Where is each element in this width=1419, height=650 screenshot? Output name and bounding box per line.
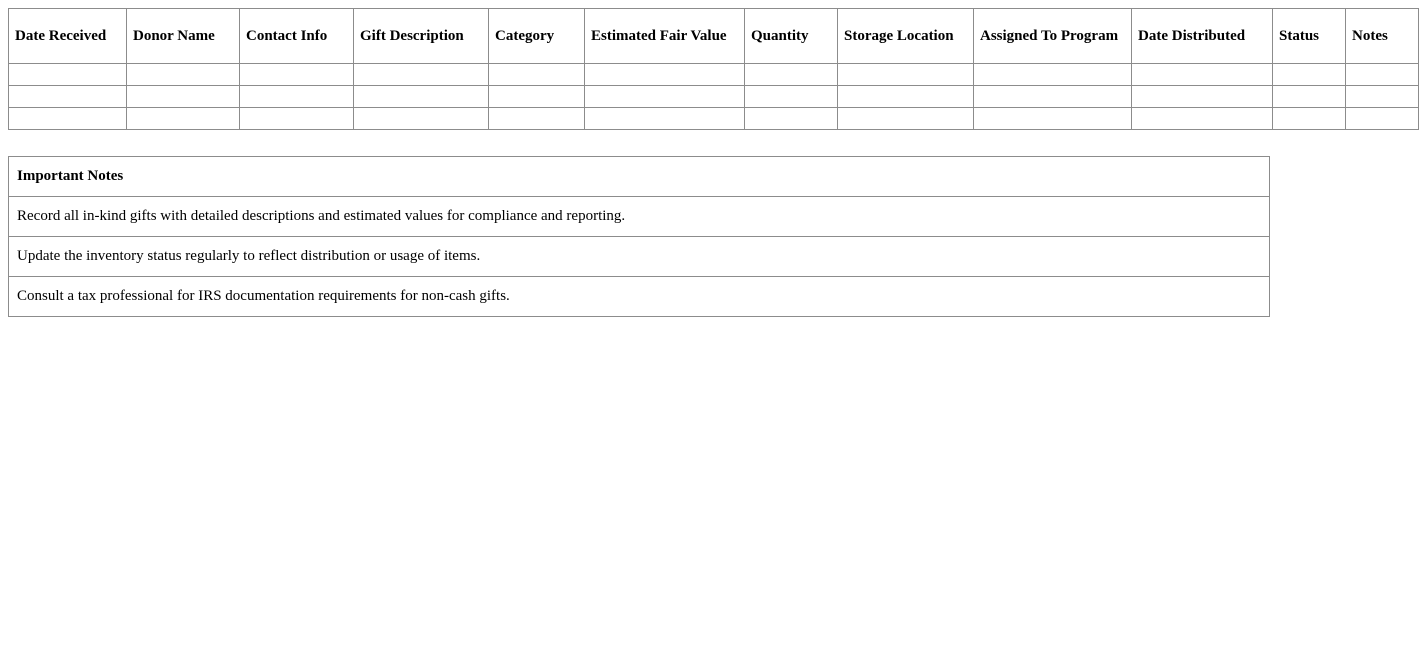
cell-date-distributed[interactable] (1132, 108, 1273, 130)
column-header-date-received: Date Received (9, 9, 127, 64)
cell-estimated-fair-value[interactable] (585, 108, 745, 130)
cell-category[interactable] (489, 86, 585, 108)
important-note-item: Update the inventory status regularly to reflect distribution or usage of items. (9, 237, 1270, 277)
column-header-category: Category (489, 9, 585, 64)
cell-category[interactable] (489, 108, 585, 130)
column-header-gift-description: Gift Description (354, 9, 489, 64)
cell-contact-info[interactable] (240, 86, 354, 108)
important-note-item: Record all in-kind gifts with detailed descriptions and estimated values for compliance and reporting. (9, 197, 1270, 237)
table-body (9, 64, 1419, 130)
important-notes-title: Important Notes (9, 157, 1270, 197)
document-page (0, 0, 1388, 317)
cell-notes[interactable] (1346, 64, 1419, 86)
table-row (9, 86, 1419, 108)
important-notes-row (9, 277, 1270, 317)
cell-donor-name[interactable] (127, 86, 240, 108)
important-note-item: Consult a tax professional for IRS documentation requirements for non-cash gifts. (9, 277, 1270, 317)
cell-gift-description[interactable] (354, 64, 489, 86)
table-header-row (9, 9, 1419, 64)
cell-donor-name[interactable] (127, 64, 240, 86)
cell-estimated-fair-value[interactable] (585, 86, 745, 108)
column-header-date-distributed: Date Distributed (1132, 9, 1273, 64)
cell-quantity[interactable] (745, 64, 838, 86)
cell-storage-location[interactable] (838, 86, 974, 108)
column-header-status: Status (1273, 9, 1346, 64)
cell-assigned-to-program[interactable] (974, 64, 1132, 86)
cell-date-received[interactable] (9, 86, 127, 108)
cell-assigned-to-program[interactable] (974, 86, 1132, 108)
column-header-notes: Notes (1346, 9, 1419, 64)
cell-date-received[interactable] (9, 108, 127, 130)
column-header-donor-name: Donor Name (127, 9, 240, 64)
cell-storage-location[interactable] (838, 64, 974, 86)
cell-status[interactable] (1273, 108, 1346, 130)
in-kind-gift-log-table (8, 8, 1419, 130)
table-row (9, 108, 1419, 130)
cell-contact-info[interactable] (240, 108, 354, 130)
important-notes-row (9, 197, 1270, 237)
cell-gift-description[interactable] (354, 86, 489, 108)
cell-storage-location[interactable] (838, 108, 974, 130)
column-header-storage-location: Storage Location (838, 9, 974, 64)
cell-date-received[interactable] (9, 64, 127, 86)
important-notes-section (8, 156, 1270, 317)
cell-notes[interactable] (1346, 108, 1419, 130)
table-row (9, 64, 1419, 86)
cell-contact-info[interactable] (240, 64, 354, 86)
cell-date-distributed[interactable] (1132, 64, 1273, 86)
column-header-assigned-to-program: Assigned To Program (974, 9, 1132, 64)
important-notes-table (8, 156, 1270, 317)
cell-donor-name[interactable] (127, 108, 240, 130)
important-notes-row (9, 237, 1270, 277)
table-header (9, 9, 1419, 64)
important-notes-title-row (9, 157, 1270, 197)
column-header-contact-info: Contact Info (240, 9, 354, 64)
column-header-estimated-fair-value: Estimated Fair Value (585, 9, 745, 64)
cell-assigned-to-program[interactable] (974, 108, 1132, 130)
cell-status[interactable] (1273, 86, 1346, 108)
cell-estimated-fair-value[interactable] (585, 64, 745, 86)
cell-status[interactable] (1273, 64, 1346, 86)
cell-category[interactable] (489, 64, 585, 86)
column-header-quantity: Quantity (745, 9, 838, 64)
cell-notes[interactable] (1346, 86, 1419, 108)
important-notes-body (9, 157, 1270, 317)
cell-date-distributed[interactable] (1132, 86, 1273, 108)
cell-quantity[interactable] (745, 108, 838, 130)
cell-quantity[interactable] (745, 86, 838, 108)
cell-gift-description[interactable] (354, 108, 489, 130)
